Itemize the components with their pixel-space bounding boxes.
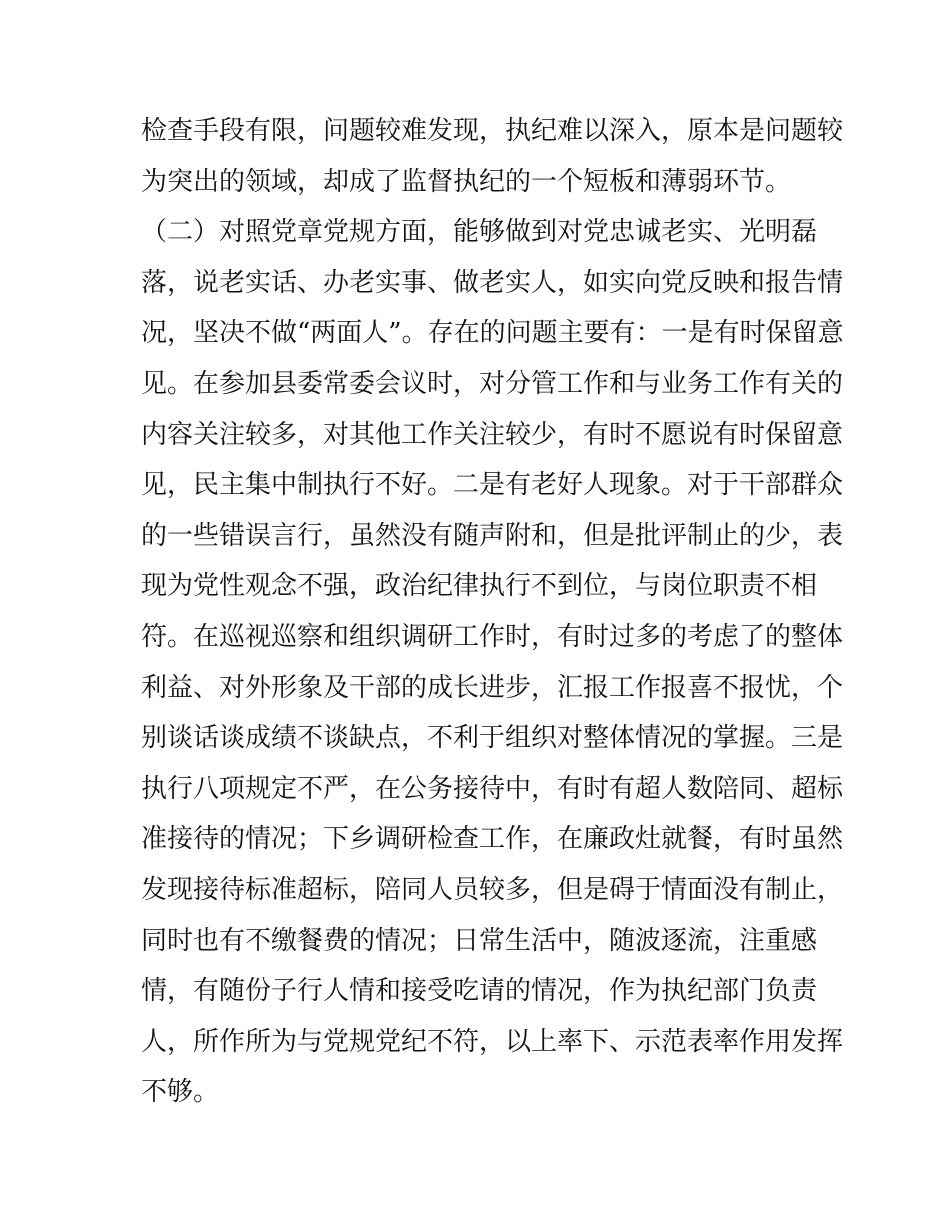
- text-line: 情，有随份子行人情和接受吃请的情况，作为执纪部门负责: [141, 976, 818, 1007]
- text-line: 利益、对外形象及干部的成长进步，汇报工作报喜不报忧，个: [141, 672, 844, 703]
- text-line: 况，坚决不做“两面人”。存在的问题主要有：一是有时保留意: [141, 318, 844, 349]
- text-line: 落，说老实话、办老实事、做老实人，如实向党反映和报告情: [141, 267, 844, 298]
- text-line: （二）对照党章党规方面，能够做到对党忠诚老实、光明磊: [141, 217, 818, 248]
- text-line: 符。在巡视巡察和组织调研工作时，有时过多的考虑了的整体: [141, 621, 844, 652]
- text-line: 人，所作所为与党规党纪不符，以上率下、示范表率作用发挥: [141, 1026, 844, 1057]
- body-text: [141, 106, 844, 1118]
- text-line: 不够。: [141, 1077, 220, 1108]
- text-line: 别谈话谈成绩不谈缺点，不利于组织对整体情况的掌握。三是: [141, 723, 844, 754]
- text-line: 的一些错误言行，虽然没有随声附和，但是批评制止的少，表: [141, 520, 844, 551]
- text-line: 现为党性观念不强，政治纪律执行不到位，与岗位职责不相: [141, 571, 818, 602]
- text-line: 发现接待标准超标，陪同人员较多，但是碍于情面没有制止，: [141, 874, 844, 905]
- text-line: 执行八项规定不严，在公务接待中，有时有超人数陪同、超标: [141, 773, 844, 804]
- text-line: 见，民主集中制执行不好。二是有老好人现象。对于干部群众: [141, 470, 844, 501]
- text-line: 见。在参加县委常委会议时，对分管工作和与业务工作有关的: [141, 368, 844, 399]
- text-line: 为突出的领域，却成了监督执纪的一个短板和薄弱环节。: [141, 166, 792, 197]
- text-line: 准接待的情况；下乡调研检查工作，在廉政灶就餐，有时虽然: [141, 824, 844, 855]
- text-line: 检查手段有限，问题较难发现，执纪难以深入，原本是问题较: [141, 116, 844, 146]
- text-line: 内容关注较多，对其他工作关注较少，有时不愿说有时保留意: [141, 419, 844, 450]
- text-line: 同时也有不缴餐费的情况；日常生活中，随波逐流，注重感: [141, 925, 818, 956]
